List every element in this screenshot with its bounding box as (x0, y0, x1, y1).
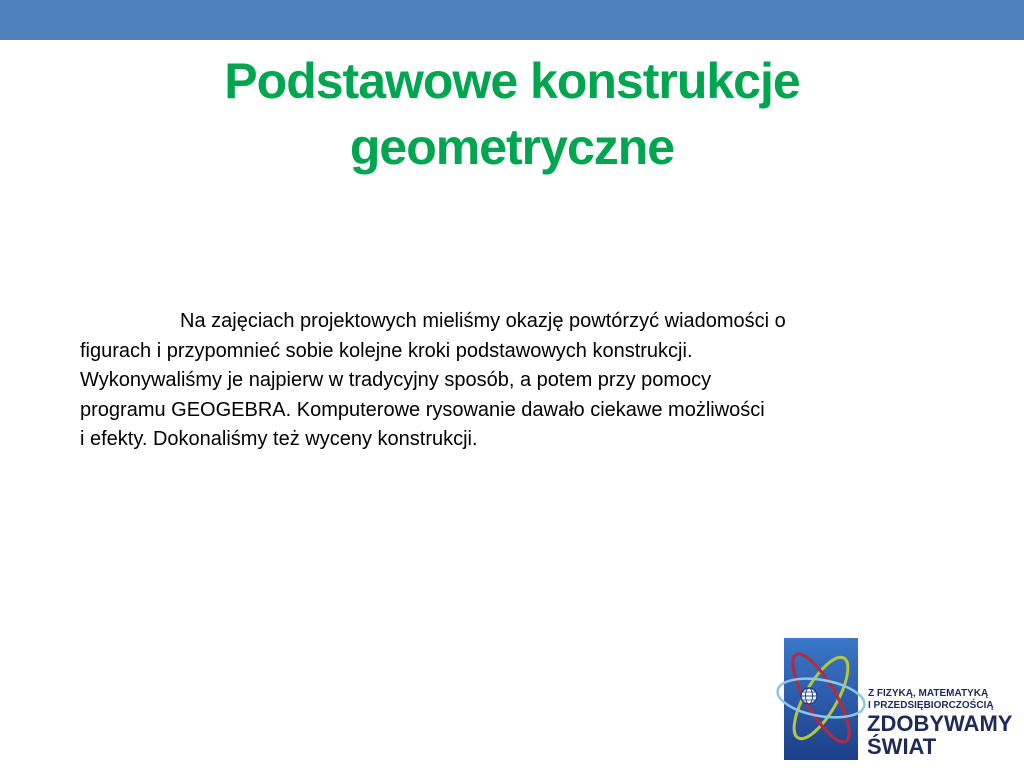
slide-title (0, 48, 1024, 180)
slide-title-line-1: Podstawowe konstrukcje (224, 53, 800, 109)
logo-tagline-line-2: I PRZEDSIĘBIORCZOŚCIĄ (868, 700, 994, 711)
body-line-4: programu GEOGEBRA. Komputerowe rysowanie dawało ciekawe możliwości (80, 398, 765, 421)
slide-title-line-2: geometryczne (349, 119, 675, 175)
top-bar (0, 0, 1024, 40)
body-line-3: Wykonywaliśmy je najpierw w tradycyjny sposób, a potem przy pomocy (80, 369, 712, 391)
body-line-5: i efekty. Dokonaliśmy też wyceny konstrukcji. (80, 428, 478, 450)
slide-body-text (80, 307, 980, 455)
logo-brand (867, 712, 1012, 758)
globe-icon (801, 688, 817, 704)
body-line-1: Na zajęciach projektowych mieliśmy okazję powtórzyć wiadomości o (180, 310, 786, 332)
logo-tagline (868, 688, 994, 712)
logo-brand-line-2: ŚWIAT (867, 734, 937, 759)
logo-brand-line-1: ZDOBYWAMY (867, 711, 1013, 736)
logo-tagline-line-1: Z FIZYKĄ, MATEMATYKĄ (868, 688, 989, 699)
project-logo (768, 620, 1024, 768)
body-line-2: figurach i przypomnieć sobie kolejne kroki podstawowych konstrukcji. (80, 339, 693, 362)
